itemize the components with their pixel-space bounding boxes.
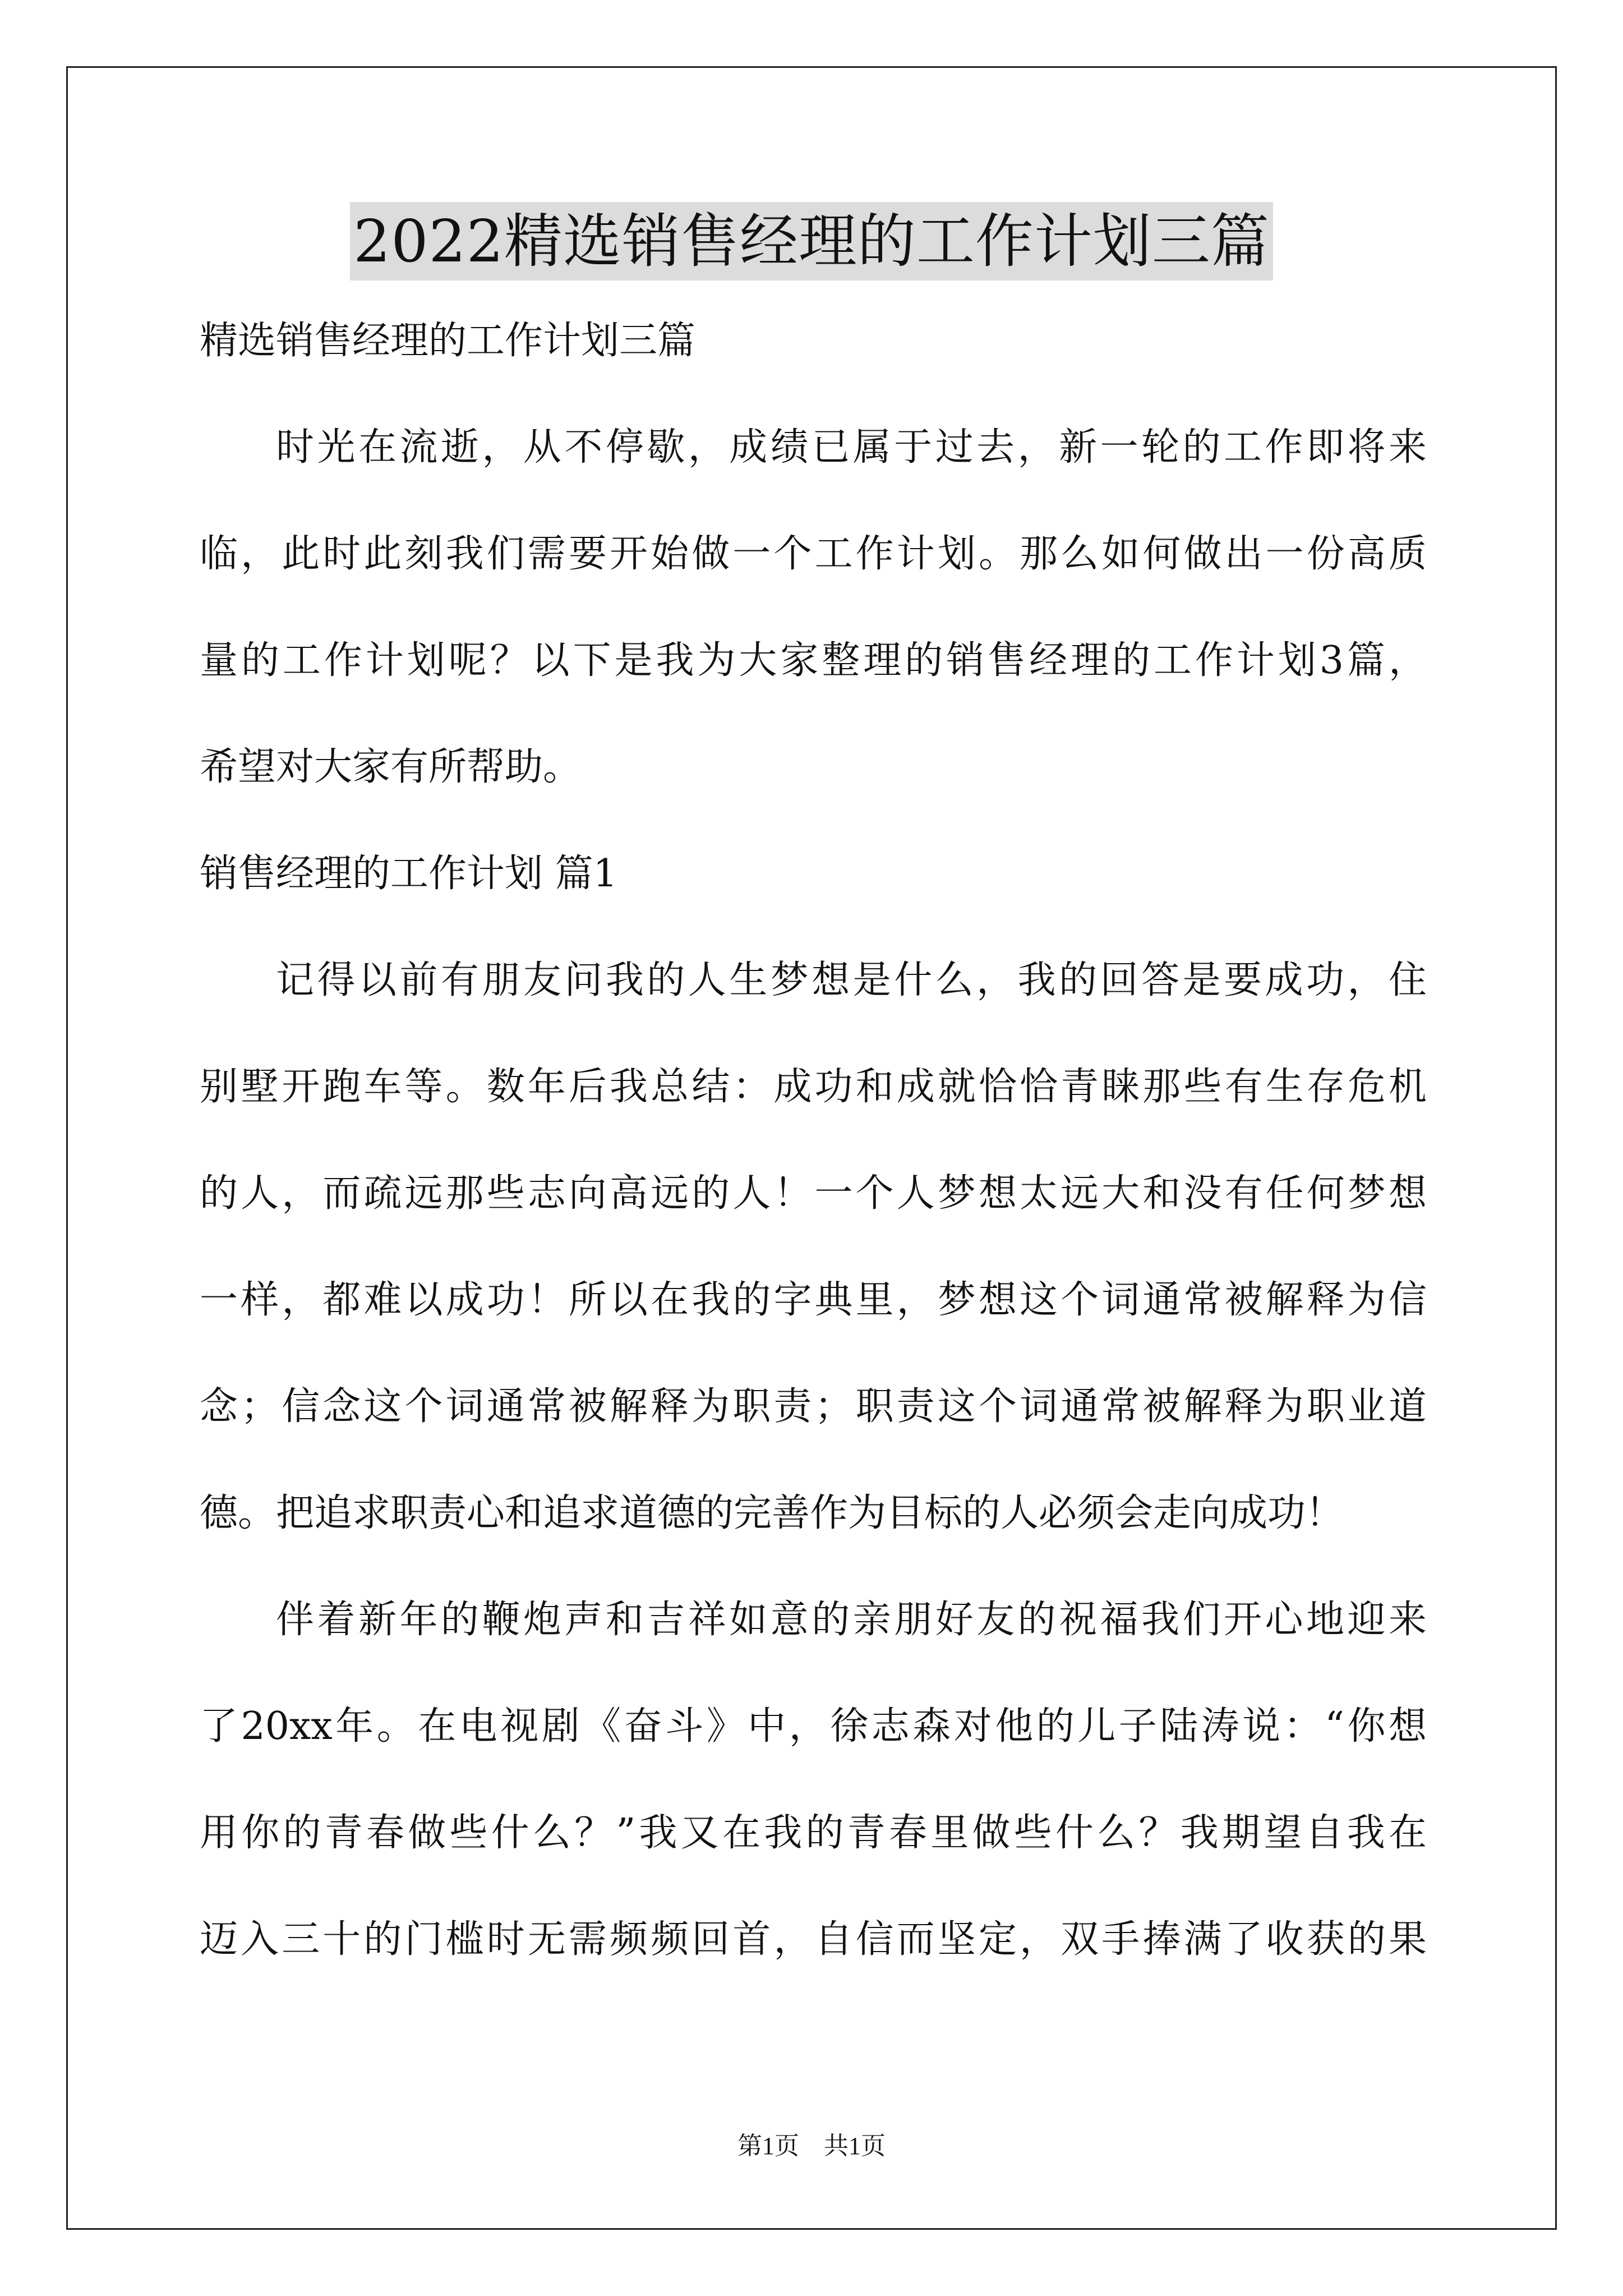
intro-line: 希望对大家有所帮助。 [200, 745, 582, 789]
paragraph1-line: 记得以前有朋友问我的人生梦想是什么，我的回答是要成功，住 [276, 958, 1427, 1002]
paragraph2-line: 伴着新年的鞭炮声和吉祥如意的亲朋好友的祝福我们开心地迎来 [276, 1598, 1427, 1642]
paragraph1-line: 德。把追求职责心和追求道德的完善作为目标的人必须会走向成功！ [200, 1491, 1344, 1535]
section-heading: 销售经理的工作计划 篇1 [200, 852, 617, 896]
spacer [200, 1327, 1427, 1380]
spacer [200, 1540, 1427, 1593]
title-area [0, 202, 1623, 280]
spacer [200, 1007, 1427, 1060]
intro-line: 量的工作计划呢？以下是我为大家整理的销售经理的工作计划3篇， [200, 638, 1427, 683]
paragraph1-line: 的人，而疏远那些志向高远的人！一个人梦想太远大和没有任何梦想 [200, 1171, 1427, 1216]
spacer [200, 581, 1427, 634]
intro-line: 时光在流逝，从不停歇，成绩已属于过去，新一轮的工作即将来 [276, 425, 1427, 470]
intro-line: 临，此时此刻我们需要开始做一个工作计划。那么如何做出一份高质 [200, 532, 1427, 576]
spacer [200, 474, 1427, 527]
spacer [200, 367, 1427, 421]
spacer [200, 900, 1427, 954]
spacer [200, 1646, 1427, 1700]
spacer [200, 1220, 1427, 1273]
spacer [200, 1433, 1427, 1487]
page-number: 第1页 [737, 2132, 799, 2160]
paragraph1-line: 念；信念这个词通常被解释为职责；职责这个词通常被解释为职业道 [200, 1384, 1427, 1429]
paragraph2-line: 了20xx年。在电视剧《奋斗》中，徐志森对他的儿子陆涛说：“你想 [200, 1704, 1427, 1749]
spacer [200, 1860, 1427, 1913]
document-title: 2022精选销售经理的工作计划三篇 [350, 202, 1273, 280]
paragraph1-line: 一样，都难以成功！所以在我的字典里，梦想这个词通常被解释为信 [200, 1278, 1427, 1322]
spacer [200, 1753, 1427, 1806]
spacer [200, 1114, 1427, 1167]
paragraph1-line: 别墅开跑车等。数年后我总结：成功和成就恰恰青睐那些有生存危机 [200, 1065, 1427, 1109]
page-total: 共1页 [824, 2132, 886, 2160]
page-footer [0, 2131, 1623, 2162]
paragraph2-line: 用你的青春做些什么？”我又在我的青春里做些什么？我期望自我在 [200, 1811, 1427, 1855]
document-body [200, 314, 1427, 1966]
document-subtitle: 精选销售经理的工作计划三篇 [200, 319, 696, 363]
paragraph2-line: 迈入三十的门槛时无需频频回首，自信而坚定，双手捧满了收获的果 [200, 1917, 1427, 1962]
spacer [200, 794, 1427, 847]
spacer [200, 687, 1427, 740]
